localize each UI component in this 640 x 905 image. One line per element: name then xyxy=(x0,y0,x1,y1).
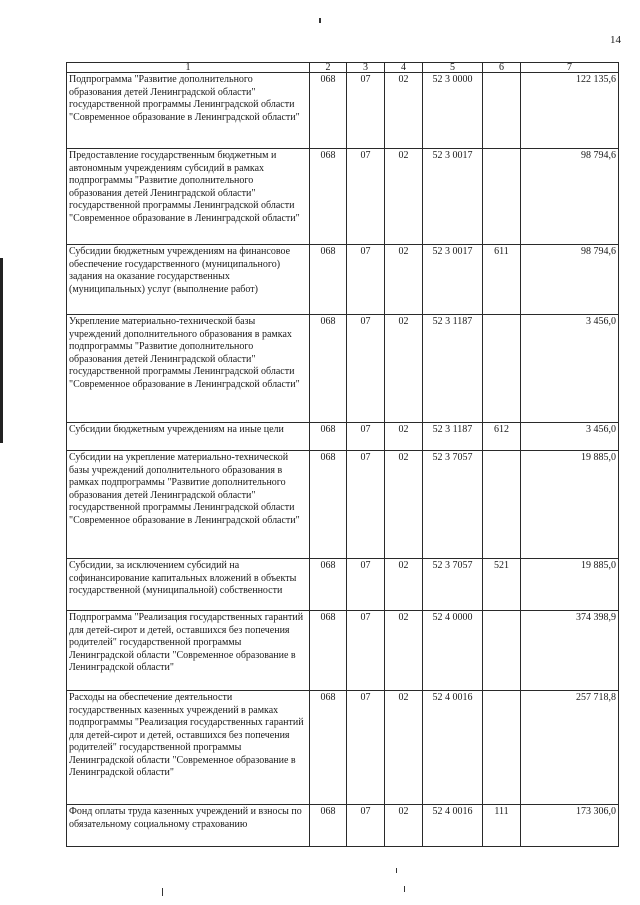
row-name: Субсидии, за исключением субсидий на софинансирование капитальных вложений в объекты государственной (муниципальной) собственности xyxy=(67,559,310,611)
expense-type-code xyxy=(483,149,521,245)
row-name: Предоставление государственным бюджетным и автономным учреждениям субсидий в рамках подпрограммы "Развитие дополнительного образования детей Ленинградской области" государственной программы Ленинградской области "Современное образование в Ленинградской области" xyxy=(67,149,310,245)
expense-type-code: 521 xyxy=(483,559,521,611)
expense-type-code: 111 xyxy=(483,805,521,847)
target-article-code: 52 3 1187 xyxy=(423,423,483,451)
amount: 98 794,6 xyxy=(521,245,619,315)
amount: 19 885,0 xyxy=(521,451,619,559)
target-article-code: 52 4 0000 xyxy=(423,611,483,691)
row-name: Подпрограмма "Реализация государственных гарантий для детей-сирот и детей, оставшихся без попечения родителей" государственной программы Ленинградской области "Современное образование в Ленинградской области" xyxy=(67,611,310,691)
column-header: 1 xyxy=(67,63,310,73)
subsection-code: 02 xyxy=(385,559,423,611)
amount: 19 885,0 xyxy=(521,559,619,611)
header-row xyxy=(67,63,619,73)
section-code: 07 xyxy=(347,805,385,847)
table-row xyxy=(67,149,619,245)
target-article-code: 52 3 7057 xyxy=(423,559,483,611)
budget-table xyxy=(66,62,619,847)
subsection-code: 02 xyxy=(385,423,423,451)
subsection-code: 02 xyxy=(385,149,423,245)
amount: 3 456,0 xyxy=(521,423,619,451)
amount: 98 794,6 xyxy=(521,149,619,245)
section-code: 07 xyxy=(347,611,385,691)
expense-type-code xyxy=(483,315,521,423)
amount: 122 135,6 xyxy=(521,73,619,149)
expense-type-code: 612 xyxy=(483,423,521,451)
column-header: 5 xyxy=(423,63,483,73)
scan-speck xyxy=(396,868,397,873)
column-header: 2 xyxy=(310,63,347,73)
table-row xyxy=(67,315,619,423)
ministry-code: 068 xyxy=(310,423,347,451)
section-code: 07 xyxy=(347,691,385,805)
amount: 374 398,9 xyxy=(521,611,619,691)
subsection-code: 02 xyxy=(385,691,423,805)
amount: 3 456,0 xyxy=(521,315,619,423)
section-code: 07 xyxy=(347,73,385,149)
subsection-code: 02 xyxy=(385,611,423,691)
expense-type-code xyxy=(483,451,521,559)
scan-speck xyxy=(319,18,321,23)
table-row xyxy=(67,611,619,691)
row-name: Субсидии бюджетным учреждениям на финансовое обеспечение государственного (муниципального) задания на оказание государственных (муниципальных) услуг (выполнение работ) xyxy=(67,245,310,315)
section-code: 07 xyxy=(347,451,385,559)
table-row xyxy=(67,691,619,805)
ministry-code: 068 xyxy=(310,691,347,805)
section-code: 07 xyxy=(347,559,385,611)
subsection-code: 02 xyxy=(385,315,423,423)
table-row xyxy=(67,423,619,451)
ministry-code: 068 xyxy=(310,245,347,315)
table-row xyxy=(67,73,619,149)
ministry-code: 068 xyxy=(310,149,347,245)
subsection-code: 02 xyxy=(385,245,423,315)
scan-edge-mark xyxy=(0,258,3,443)
ministry-code: 068 xyxy=(310,73,347,149)
subsection-code: 02 xyxy=(385,73,423,149)
expense-type-code xyxy=(483,73,521,149)
target-article-code: 52 4 0016 xyxy=(423,805,483,847)
amount: 257 718,8 xyxy=(521,691,619,805)
column-header: 6 xyxy=(483,63,521,73)
column-header: 7 xyxy=(521,63,619,73)
ministry-code: 068 xyxy=(310,315,347,423)
subsection-code: 02 xyxy=(385,805,423,847)
ministry-code: 068 xyxy=(310,559,347,611)
scan-speck xyxy=(404,886,405,892)
expense-type-code xyxy=(483,611,521,691)
expense-type-code xyxy=(483,691,521,805)
expense-type-code: 611 xyxy=(483,245,521,315)
target-article-code: 52 3 0017 xyxy=(423,245,483,315)
table-row xyxy=(67,559,619,611)
column-header: 4 xyxy=(385,63,423,73)
row-name: Укрепление материально-технической базы учреждений дополнительного образования в рамках подпрограммы "Развитие дополнительного образования детей Ленинградской области" государственной программы Ленинградской области "Современное образование в Ленинградской области" xyxy=(67,315,310,423)
ministry-code: 068 xyxy=(310,805,347,847)
column-header: 3 xyxy=(347,63,385,73)
target-article-code: 52 3 1187 xyxy=(423,315,483,423)
table-row xyxy=(67,451,619,559)
page-number: 14 xyxy=(610,34,621,46)
table-row xyxy=(67,245,619,315)
ministry-code: 068 xyxy=(310,451,347,559)
section-code: 07 xyxy=(347,149,385,245)
row-name: Подпрограмма "Развитие дополнительного образования детей Ленинградской области" государственной программы Ленинградской области "Современное образование в Ленинградской области" xyxy=(67,73,310,149)
target-article-code: 52 3 7057 xyxy=(423,451,483,559)
row-name: Субсидии бюджетным учреждениям на иные цели xyxy=(67,423,310,451)
row-name: Субсидии на укрепление материально-технической базы учреждений дополнительного образования в рамках подпрограммы "Развитие дополнительного образования детей Ленинградской области" государственной программы Ленинградской области "Современное образование в Ленинградской области" xyxy=(67,451,310,559)
section-code: 07 xyxy=(347,245,385,315)
table-row xyxy=(67,805,619,847)
target-article-code: 52 3 0017 xyxy=(423,149,483,245)
ministry-code: 068 xyxy=(310,611,347,691)
amount: 173 306,0 xyxy=(521,805,619,847)
subsection-code: 02 xyxy=(385,451,423,559)
target-article-code: 52 4 0016 xyxy=(423,691,483,805)
row-name: Фонд оплаты труда казенных учреждений и взносы по обязательному социальному страхованию xyxy=(67,805,310,847)
section-code: 07 xyxy=(347,315,385,423)
section-code: 07 xyxy=(347,423,385,451)
scan-speck xyxy=(162,888,163,896)
row-name: Расходы на обеспечение деятельности государственных казенных учреждений в рамках подпрограммы "Реализация государственных гарантий для детей-сирот и детей, оставшихся без попечения родителей" государственной программы Ленинградской области "Современное образование в Ленинградской области" xyxy=(67,691,310,805)
target-article-code: 52 3 0000 xyxy=(423,73,483,149)
